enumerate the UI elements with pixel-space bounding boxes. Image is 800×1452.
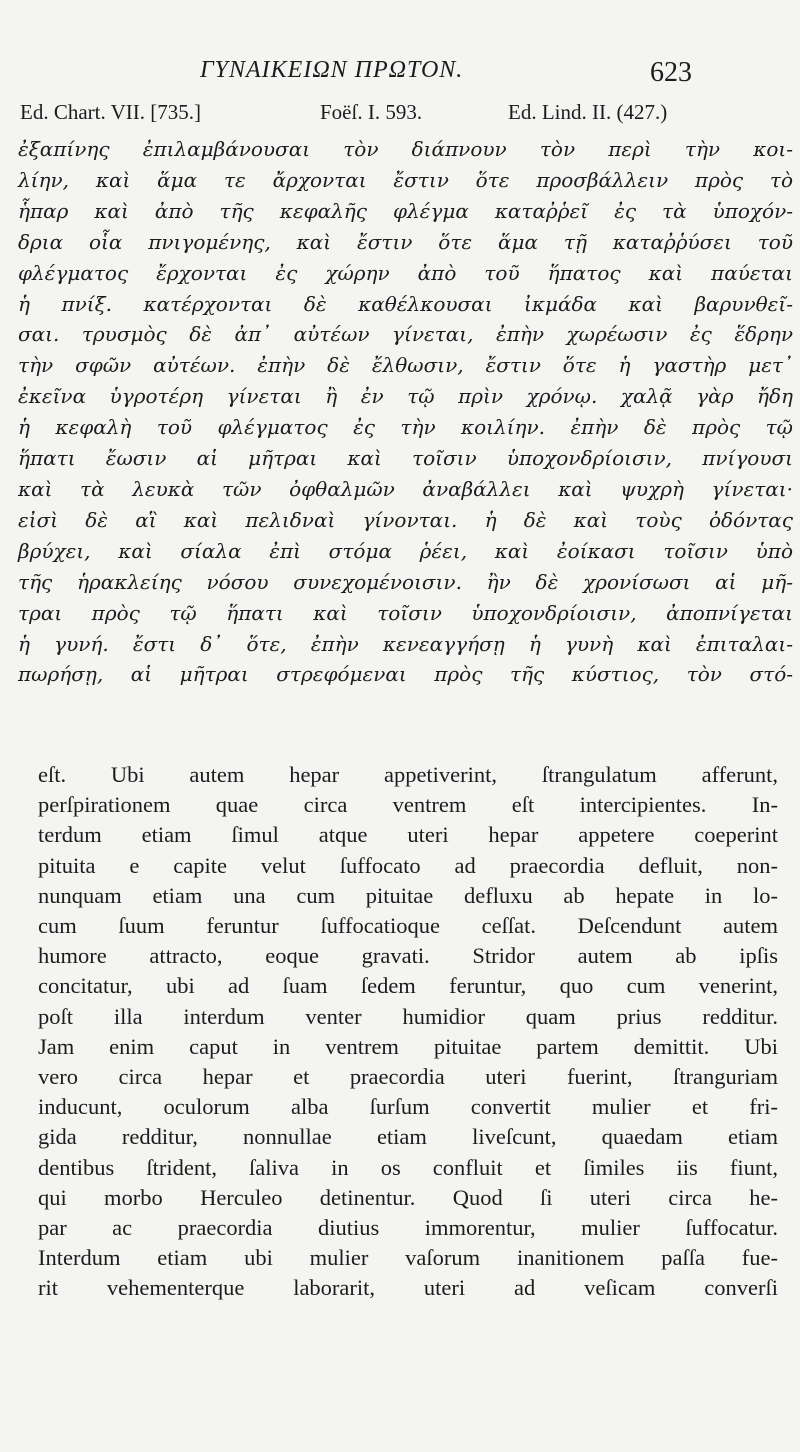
greek-text-line: ἐκεῖνα ὑγροτέρη γίνεται ἢ ἐν τῷ πρὶν χρόνῳ. χαλᾷ γὰρ ἤδη (18, 384, 793, 409)
edition-linden: Ed. Lind. II. (427.) (508, 100, 668, 124)
latin-text-line: nunquam etiam una cum pituitae defluxu ab hepate in lo- (38, 882, 778, 908)
latin-text-block (38, 760, 778, 1304)
page-header (0, 55, 800, 95)
greek-text-line: ἥπατι ἔωσιν αἱ μῆτραι καὶ τοῖσιν ὑποχονδρίοισιν, πνίγουσι (18, 446, 793, 471)
greek-text-line: ἡ κεφαλὴ τοῦ φλέγματος ἐς τὴν κοιλίην. ἐπὴν δὲ πρὸς τῷ (18, 415, 793, 440)
greek-text-line: λίην, καὶ ἅμα τε ἄρχονται ἔστιν ὅτε προσβάλλειν πρὸς τὸ (18, 167, 793, 192)
latin-text-line: Interdum etiam ubi mulier vaſorum inanitionem paſſa fue- (38, 1245, 778, 1271)
greek-text-line: πωρήσῃ, αἱ μῆτραι στρεφόμεναι πρὸς τῆς κύστιος, τὸν στό- (18, 662, 793, 687)
latin-text-line: dentibus ſtrident, ſaliva in os confluit et ſimiles iis fiunt, (38, 1154, 778, 1180)
greek-text-line: δρια οἷα πνιγομένης, καὶ ἔστιν ὅτε ἅμα τῇ καταῤῥύσει τοῦ (18, 229, 793, 254)
greek-text-line: βρύχει, καὶ σίαλα ἐπὶ στόμα ῥέει, καὶ ἐοίκασι τοῖσιν ὑπὸ (18, 538, 793, 563)
latin-text-line: terdum etiam ſimul atque uteri hepar appetere coeperint (38, 822, 778, 848)
latin-text-line: cum ſuum feruntur ſuffocatioque ceſſat. Deſcendunt autem (38, 913, 778, 939)
greek-text-line: εἰσὶ δὲ αἳ καὶ πελιδναὶ γίνονται. ἡ δὲ καὶ τοὺς ὀδόντας (18, 507, 793, 532)
latin-text-line: eſt. Ubi autem hepar appetiverint, ſtrangulatum afferunt, (38, 762, 778, 787)
greek-text-line: φλέγματος ἔρχονται ἐς χώρην ἀπὸ τοῦ ἥπατος καὶ παύεται (18, 260, 793, 285)
edition-chartier: Ed. Chart. VII. [735.] (20, 100, 201, 124)
greek-text-block (18, 134, 793, 690)
greek-text-line: ἡ πνίξ. κατέρχονται δὲ καθέλκουσαι ἰκμάδα καὶ βαρυνθεῖ- (18, 291, 793, 316)
page-number: 623 (650, 57, 692, 88)
latin-text-line: vero circa hepar et praecordia uteri fuerint, ſtranguriam (38, 1064, 778, 1090)
greek-text-line: τῆς ἡρακλείης νόσου συνεχομένοισιν. ἢν δὲ χρονίσωσι αἱ μῆ- (18, 569, 793, 594)
latin-text-line: qui morbo Herculeo detinentur. Quod ſi uteri circa he- (38, 1184, 778, 1210)
latin-text-line: Jam enim caput in ventrem pituitae partem demittit. Ubi (38, 1033, 778, 1059)
latin-text-line: humore attracto, eoque gravati. Stridor autem ab ipſis (38, 943, 778, 969)
greek-text-line: σαι. τρυσμὸς δὲ ἀπ᾽ αὐτέων γίνεται, ἐπὴν χωρέωσιν ἐς ἕδρην (18, 322, 793, 347)
latin-text-line: par ac praecordia diutius immorentur, mulier ſuffocatur. (38, 1215, 778, 1241)
latin-text-line: concitatur, ubi ad ſuam ſedem feruntur, quo cum venerint, (38, 973, 778, 999)
latin-text-line: pituita e capite velut ſuffocato ad praecordia defluit, non- (38, 852, 778, 878)
latin-text-line: inducunt, oculorum alba ſurſum convertit mulier et fri- (38, 1094, 778, 1120)
greek-text-line: ἧπαρ καὶ ἀπὸ τῆς κεφαλῆς φλέγμα καταῤῥεῖ ἐς τὰ ὑποχόν- (18, 198, 793, 223)
greek-text-line: τὴν σφῶν αὐτέων. ἐπὴν δὲ ἔλθωσιν, ἔστιν ὅτε ἡ γαστὴρ μετ᾽ (18, 353, 793, 378)
running-title: ΓΥΝΑΙΚΕΙΩΝ ΠΡΩΤΟΝ. (200, 57, 464, 83)
latin-text-line: gida redditur, nonnullae etiam liveſcunt, quaedam etiam (38, 1124, 778, 1150)
greek-text-line: τραι πρὸς τῷ ἥπατι καὶ τοῖσιν ὑποχονδρίοισιν, ἀποπνίγεται (18, 600, 793, 625)
latin-text-line: poſt illa interdum venter humidior quam prius redditur. (38, 1003, 778, 1029)
edition-foesius: Foëſ. I. 593. (320, 100, 423, 124)
latin-text-line: perſpirationem quae circa ventrem eſt intercipientes. In- (38, 792, 778, 818)
greek-text-line: ἐξαπίνης ἐπιλαμβάνουσαι τὸν διάπνουν τὸν περὶ τὴν κοι- (18, 137, 793, 161)
latin-text-line: rit vehementerque laborarit, uteri ad veſicam converſi (38, 1275, 778, 1301)
greek-text-line: ἡ γυνή. ἔστι δ᾽ ὅτε, ἐπὴν κενεαγγήσῃ ἡ γυνὴ καὶ ἐπιταλαι- (18, 631, 793, 656)
greek-text-line: καὶ τὰ λευκὰ τῶν ὀφθαλμῶν ἀναβάλλει καὶ ψυχρὴ γίνεται· (18, 476, 793, 501)
